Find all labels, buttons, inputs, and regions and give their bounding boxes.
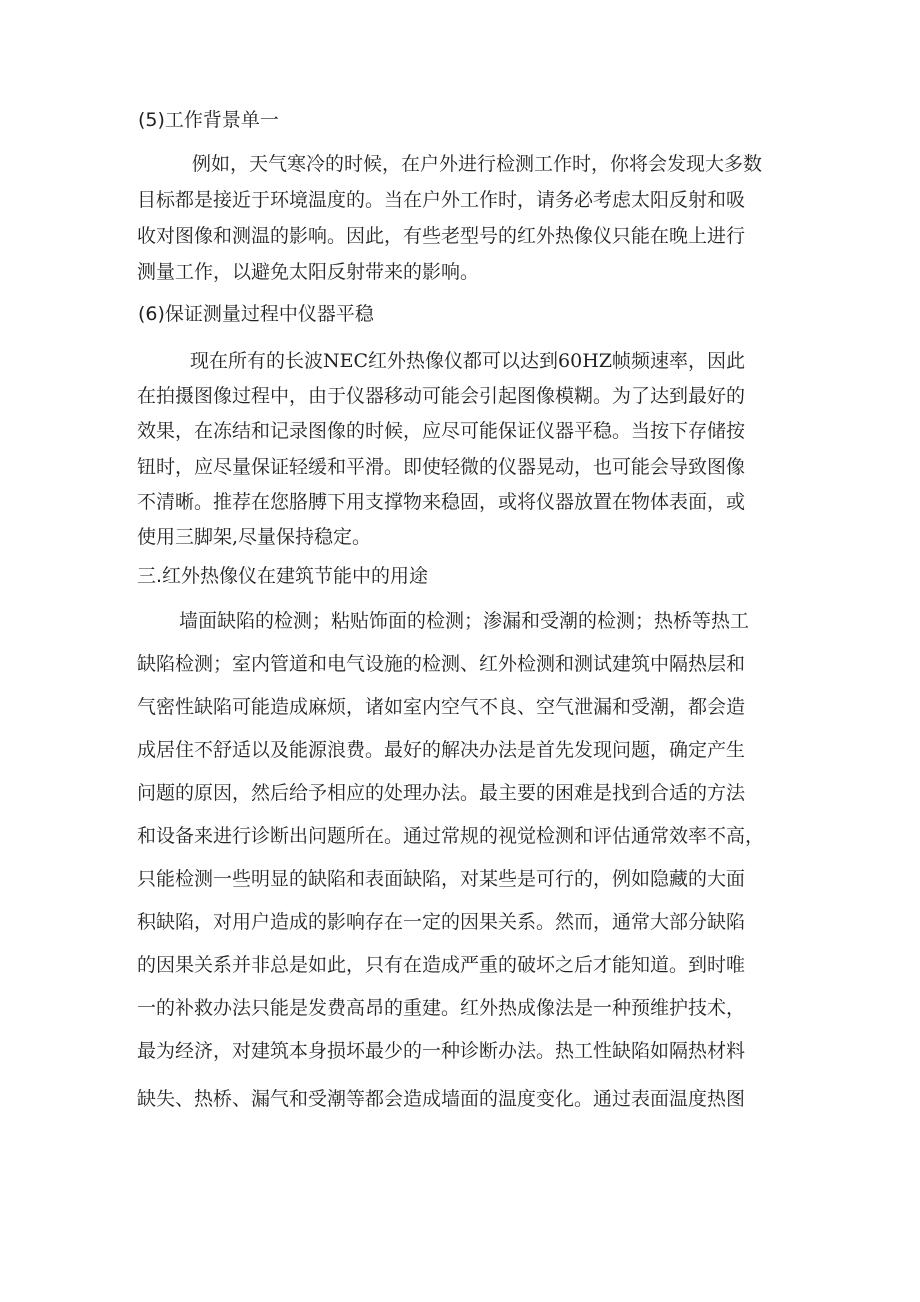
section-6-heading: (6)保证测量过程中仪器平稳 xyxy=(138,303,374,325)
section-6-paragraph xyxy=(137,347,785,558)
paragraph-line: 缺陷检测；室内管道和电气设施的检测、红外检测和测试建筑中隔热层和 xyxy=(137,653,746,675)
paragraph-line: 例如，天气寒冷的时候，在户外进行检测工作时，你将会发现大多数 xyxy=(192,153,763,175)
paragraph-line: 钮时，应尽量保证轻缓和平滑。即使轻微的仪器晃动，也可能会导致图像 xyxy=(137,455,746,478)
section-5-heading: (5)工作背景单一 xyxy=(138,109,279,131)
paragraph-line: 墙面缺陷的检测；粘贴饰面的检测；渗漏和受潮的检测；热桥等热工 xyxy=(179,610,750,632)
paragraph-line: 测量工作，以避免太阳反射带来的影响。 xyxy=(137,261,480,283)
section-3-paragraph xyxy=(137,607,785,1128)
paragraph-line: 成居住不舒适以及能源浪费。最好的解决办法是首先发现问题，确定产生 xyxy=(137,739,746,761)
paragraph-line: 最为经济，对建筑本身损坏最少的一种诊断办法。热工性缺陷如隔热材料 xyxy=(137,1040,746,1062)
section-5-paragraph xyxy=(137,150,785,294)
paragraph-line: 效果，在冻结和记录图像的时候，应尽可能保证仪器平稳。当按下存储按 xyxy=(137,420,746,443)
paragraph-line: 和设备来进行诊断出问题所在。通过常规的视觉检测和评估通常效率不高， xyxy=(137,825,765,847)
paragraph-line: 现在所有的长波NEC红外热像仪都可以达到60HZ帧频速率，因此 xyxy=(190,350,745,372)
paragraph-line: 问题的原因，然后给予相应的处理办法。最主要的困难是找到合适的方法 xyxy=(137,782,746,804)
paragraph-line: 不清晰。推荐在您胳膊下用支撑物来稳固，或将仪器放置在物体表面，或 xyxy=(137,490,746,513)
paragraph-line: 气密性缺陷可能造成麻烦，诸如室内空气不良、空气泄漏和受潮，都会造 xyxy=(137,696,746,718)
paragraph-line: 在拍摄图像过程中，由于仪器移动可能会引起图像模糊。为了达到最好的 xyxy=(137,385,746,408)
paragraph-line: 一的补救办法只能是发费高昂的重建。红外热成像法是一种预维护技术， xyxy=(137,997,746,1019)
paragraph-line: 使用三脚架,尽量保持稳定。 xyxy=(137,525,372,548)
paragraph-line: 缺失、热桥、漏气和受潮等都会造成墙面的温度变化。通过表面温度热图 xyxy=(137,1088,746,1110)
paragraph-line: 只能检测一些明显的缺陷和表面缺陷，对某些是可行的，例如隐藏的大面 xyxy=(137,868,746,890)
section-3-heading: 三.红外热像仪在建筑节能中的用途 xyxy=(137,565,429,587)
paragraph-line: 积缺陷，对用户造成的影响存在一定的因果关系。然而，通常大部分缺陷 xyxy=(137,911,746,933)
paragraph-line: 收对图像和测温的影响。因此，有些老型号的红外热像仪只能在晚上进行 xyxy=(137,225,746,247)
paragraph-line: 的因果关系并非总是如此，只有在造成严重的破坏之后才能知道。到时唯 xyxy=(137,954,746,976)
paragraph-line: 目标都是接近于环境温度的。当在户外工作时，请务必考虑太阳反射和吸 xyxy=(137,189,746,211)
